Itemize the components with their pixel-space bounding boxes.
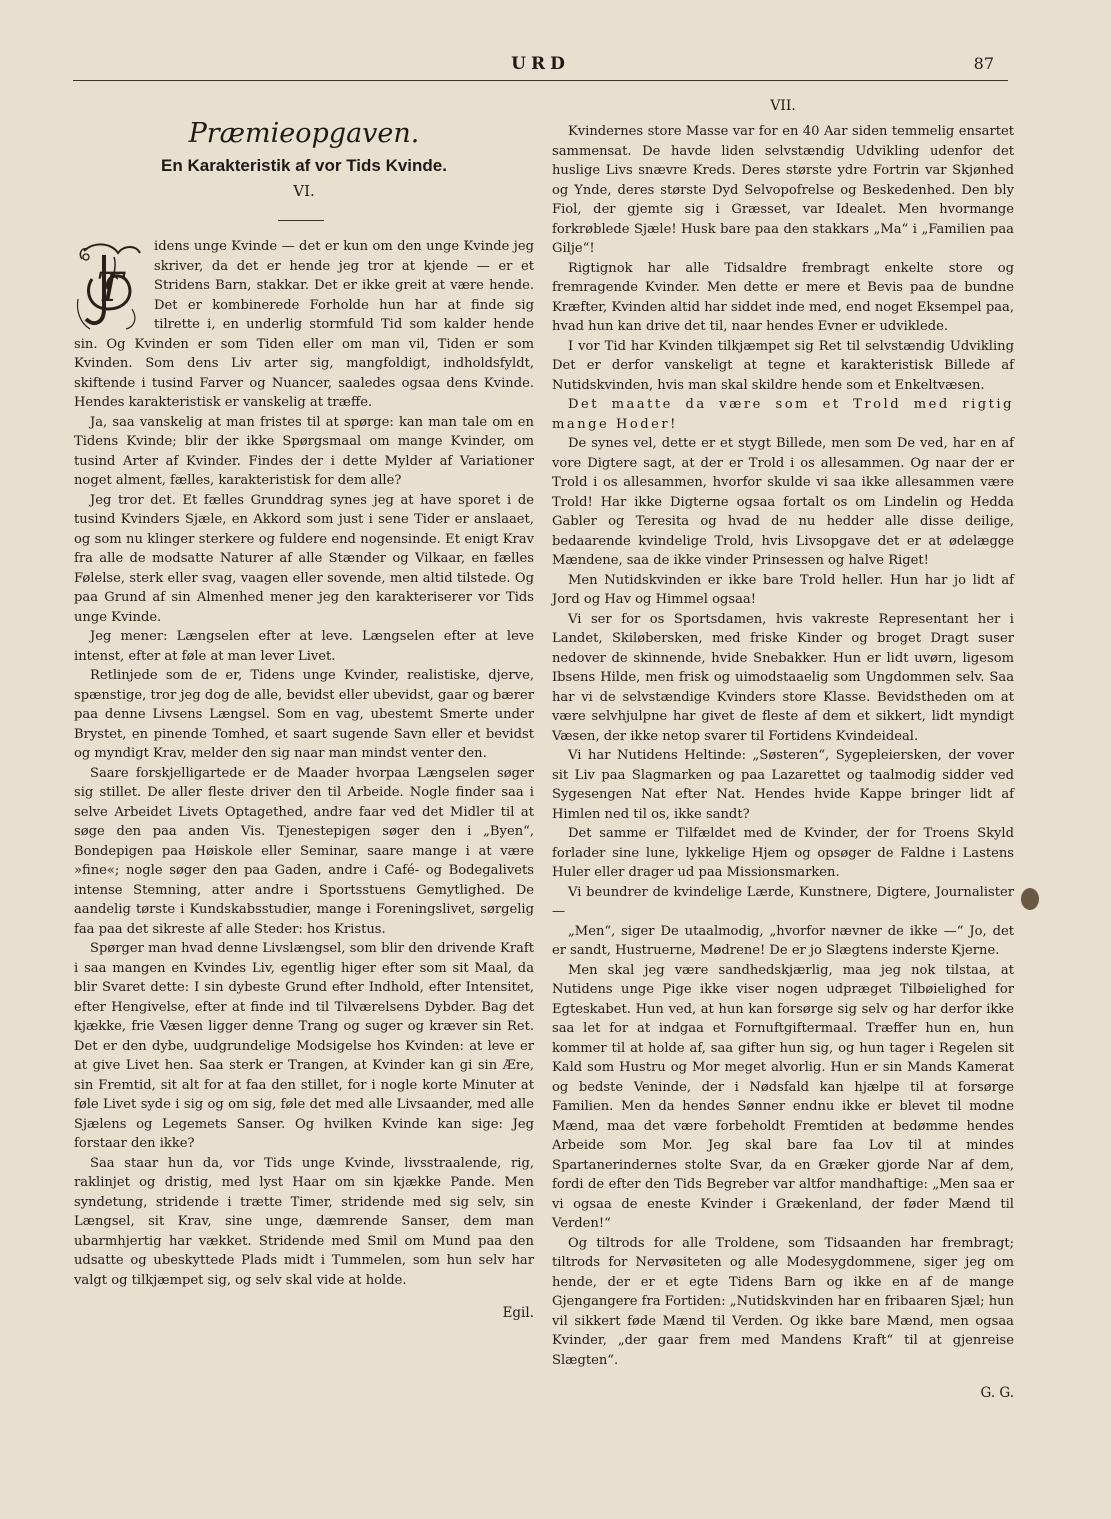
article-paragraph: Vi ser for os Sportsdamen, hvis vakreste Representant her i Landet, Skiløbersken, med friske Kinder og broget Dragt suser nedover de skinnende, hvide Snebakker. Hun er lidt uvørn, ligesom Ibsens Hilde, men frisk og uimodstaaelig som Ungdommen selv. Saa har vi de selvstændige Kvinders store Klasse. Bevidstheden om at være selvhjulpne har givet de fleste af dem et sikkert, lidt myndigt Væsen, der ikke netop svarer til Fortidens Kvindeideal. — [552, 611, 1014, 744]
section-number-vii: VII. — [770, 98, 796, 114]
title-rule — [278, 220, 324, 221]
signature-gg: G. G. — [980, 1385, 1014, 1401]
article-paragraph: Det samme er Tilfældet med de Kvinder, der for Troens Skyld forlader sine lune, lykkelige Hjem og opsøger de Faldne i Lastens Huler eller drager ud paa Missionsmarken. — [552, 826, 1014, 880]
article-paragraph: Kvindernes store Masse var for en 40 Aar siden temmelig ensartet sammensat. De havde liden selvstændig Udvikling udenfor det huslige Livs snævre Kreds. Deres største ydre Fortrin var Skjønhed og Ynde, deres største Dyd Selvopofrelse og Beskedenhed. Den bly Fiol, der gjemte sig i Græsset, var Idealet. Men hvormange forkrøblede Sjæle! Husk bare paa den stakkars „Ma“ i „Familien paa Gilje“! — [552, 124, 1014, 256]
section-number-vi: VI. — [293, 182, 315, 200]
article-paragraph: Og tiltrods for alle Troldene, som Tidsaanden har frembragt; tiltrods for Nervøsiteten og alle Modesygdommene, siger jeg om hende, der er et egte Tidens Barn og ikke en af de mange Gjengangere fra Fortiden: „Nutidskvinden har en fribaaren Sjæl; hun vil sikkert føde Mænd til Verden. Og ikke bare Mænd, men ogsaa Kvinder, „der gaar frem med Mandens Kraft“ til at gjenreise Slægten“. — [552, 1235, 1014, 1368]
initial-letter: T — [96, 265, 124, 311]
article-paragraph: Retlinjede som de er, Tidens unge Kvinder, realistiske, djerve, spænstige, tror jeg dog de alle, bevidst eller ubevidst, gaar og bærer paa denne Livsens Længsel. Som en vag, ubestemt Smerte under Brystet, en pinende Tomhed, et saart sugende Savn eller et bevidst og myndigt Krav, melder den sig naar man mindst venter den. — [74, 668, 534, 761]
article-paragraph: Rigtignok har alle Tidsaldre frembragt enkelte store og fremragende Kvinder. Men dette er mere et Bevis paa de bundne Kræfter, Kvinden altid har siddet inde med, end noget Eksempel paa, hvad hun kan drive det til, naar hendes Evner er udviklede. — [552, 260, 1014, 334]
page-number: 87 — [973, 54, 994, 73]
article-paragraph: I vor Tid har Kvinden tilkjæmpet sig Ret til selvstændig Udvikling Det er derfor vanskeligt at tegne et karakteristisk Billede af Nutidskvinden, hvis man skal skildre hende som et Enkeltvæsen. — [552, 338, 1014, 393]
article-paragraph: Det maatte da være som et Trold med rigtig mange Hoder! — [552, 397, 1014, 432]
article-paragraph: Vi har Nutidens Heltinde: „Søsteren“, Sygepleiersken, der vover sit Liv paa Slagmarken og paa Lazarettet og taalmodig sidder ved Sygesengen Nat efter Nat. Hendes hvide Kappe bringer lidt af Himlen ned til os, ikke sandt? — [552, 748, 1014, 822]
paragraph-text: idens unge Kvinde — det er kun om den unge Kvinde jeg skriver, da det er hende jeg tror at kjende — er et Stridens Barn, stakkar. Det er ikke greit at være hende. Det er kombinerede Forholde hun har at finde sig tilrette i, en underlig stormfuld Tid som kalder hende sin. Og Kvinden er som Tiden eller om man vil, Tiden er som Kvinden. Som dens Liv arter sig, mangfoldigt, indholdsfyldt, skiftende i tusind Farver og Nuancer, saaledes ogsaa dens Kvinde. Hendes karakteristisk er vanskelig at træffe. — [74, 239, 534, 410]
article-paragraph: Men Nutidskvinden er ikke bare Trold heller. Hun har jo lidt af Jord og Hav og Himmel ogsaa! — [552, 572, 1014, 607]
article-paragraph: Vi beundrer de kvindelige Lærde, Kunstnere, Digtere, Journalister — — [552, 884, 1014, 919]
article-paragraph: Saare forskjelligartede er de Maader hvorpaa Længselen søger sig stillet. De aller fleste driver den til Arbeide. Nogle finder saa i selve Arbeidet Livets Optagethed, andre faar ved det Midler til at søge den paa anden Vis. Tjenestepigen søger den i „Byen“, Bondepigen paa Høiskole eller Seminar, saare mange i at være »fine«; nogle søger den paa Gaden, andre i Café- og Bodegalivets intense Stemning, atter andre i Sportsstuens Gemytlighed. De aandelig tørste i Kundskabsstudier, mange i Foreningslivet, sørgelig faa paa det sikreste af alle Steder: hos Kristus. — [74, 765, 534, 937]
article-subtitle: En Karakteristik af vor Tids Kvinde. — [161, 156, 447, 175]
article-paragraph: Men skal jeg være sandhedskjærlig, maa jeg nok tilstaa, at Nutidens unge Pige ikke viser nogen udpræget Tilbøielighed for Egteskabet. Hun ved, at hun kan forsørge sig selv og har derfor ikke saa let for at indgaa et Fornuftgiftermaal. Træffer hun en, hun kommer til at holde af, saa gifter hun sig, og hun tager i Regelen sit Kald som Hustru og Mor meget alvorlig. Hun er sin Mands Kamerat og bedste Veninde, der i Nødsfald kan hjælpe til at forsørge Familien. Men da hendes Sønner endnu ikke er blevet til modne Mænd, maa det være forbeholdt Fremtiden at bedømme hendes Arbeide som Mor. Jeg skal bare faa Lov til at mindes Spartanerindernes stolte Svar, da en Græker gjorde Nar af dem, fordi de efter den Tids Begreber var altfor mandhaftige: „Men saa er vi ogsaa de eneste Kvinder i Grækenland, der føder Mænd til Verden!“ — [552, 962, 1014, 1231]
article-paragraph: Ja, saa vanskelig at man fristes til at spørge: kan man tale om en Tidens Kvinde; blir der ikke Spørgsmaal om mange Kvinder, om tusind Arter af Kvinder. Findes der i dette Mylder af Variationer noget alment, fælles, karakteristisk for dem alle? — [74, 414, 534, 488]
signature-egil: Egil. — [502, 1305, 534, 1321]
article-paragraph: „Men“, siger De utaalmodig, „hvorfor nævner de ikke —“ Jo, det er sandt, Hustruerne, Mødrene! De er jo Slægtens inderste Kjerne. — [552, 923, 1014, 958]
article-paragraph: Spørger man hvad denne Livslængsel, som blir den drivende Kraft i saa mangen en Kvindes Liv, egentlig higer efter som sit Maal, da blir Svaret dette: I sin dybeste Grund efter Indhold, efter Intensitet, efter Hengivelse, efter at finde ind til Tilværelsens Dybder. Bag det kjække, frie Væsen ligger denne Trang og suger og kræver sin Ret. Det er den dybe, uudgrundelige Modsigelse hos Kvinden: at leve er at give Livet hen. Saa sterk er Trangen, at Kvinder kan gi sin Ære, sin Fremtid, sit alt for at faa den stillet, for i nogle korte Minuter at føle Livet syde i sig og om sig, føle det med alle Livsaander, med alle Sjælens og Legemets Sanser. Og hvilken Kvinde kan sige: Jeg forstaar den ikke? — [74, 941, 534, 1151]
article-paragraph: Jeg mener: Længselen efter at leve. Længselen efter at leve intenst, efter at føle at man lever Livet. — [74, 629, 534, 664]
article-paragraph: Jeg tror det. Et fælles Grunddrag synes jeg at have sporet i de tusind Kvinders Sjæle, en Akkord som just i sene Tider er anslaaet, og som nu klinger sterkere og fuldere end nogensinde. Et enigt Krav fra alle de modsatte Naturer af alle Stænder og Vilkaar, en fælles Følelse, sterk eller svag, vaagen eller sovende, men altid tilstede. Og paa Grund af sin Almenhed mener jeg den karakteriserer vor Tids unge Kvinde. — [74, 492, 534, 625]
article-paragraph — [74, 237, 534, 413]
article-paragraph: Saa staar hun da, vor Tids unge Kvinde, livsstraalende, rig, raklinjet og dristig, med lyst Haar om sin kjække Pande. Men syndetung, stridende i trætte Timer, stridende med sig selv, sin Længsel, sit Krav, sine unge, dæmrende Sanser, dem man ubarmhjertig har vækket. Stridende med Smil om Mund paa den udsatte og ubeskyttede Plads midt i Tummelen, som hun selv har valgt og tilkjæmpet sig, og selv skal vide at holde. — [74, 1155, 534, 1288]
article-paragraph: De synes vel, dette er et stygt Billede, men som De ved, har en af vore Digtere sagt, at der er Trold i os allesammen. Og naar der er Trold i os allesammen, hvorfor skulde vi saa ikke allesammen være Trold! Har ikke Digterne ogsaa fortalt os om Lindelin og Hedda Gabler og Teresita og hvad de nu hedder alle disse deilige, bedaarende kvindelige Trold, hvis Livsopgave det er at ødelægge Mændene, saa de ikke vinder Prinsessen og halve Riget! — [552, 436, 1014, 568]
ornamental-initial — [74, 239, 146, 331]
right-column — [552, 96, 1014, 1404]
ink-stain — [1021, 888, 1039, 910]
left-column — [74, 96, 534, 1324]
running-head — [73, 50, 1008, 81]
running-title: URD — [511, 54, 570, 74]
article-title: Præmieopgaven. — [188, 118, 420, 149]
